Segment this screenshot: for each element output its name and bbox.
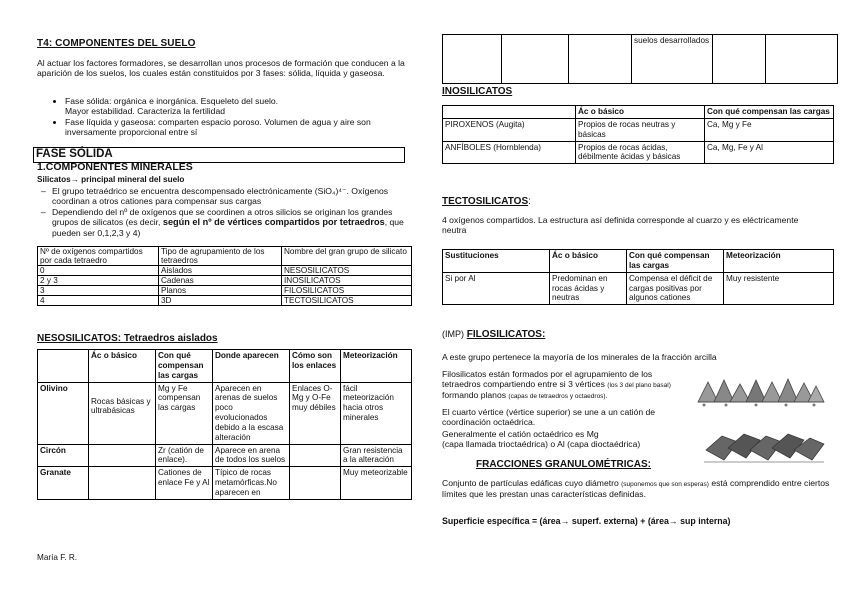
table-header-cell: Ác o básico — [89, 350, 156, 383]
section-heading-fase-solida: FASE SÓLIDA — [33, 147, 405, 163]
tecto-colon: : — [528, 196, 531, 207]
table-cell: Rocas básicas y ultrabásicas — [89, 382, 156, 444]
table-cell: Olivino — [38, 382, 89, 444]
table-header-cell — [38, 350, 89, 383]
table-row — [38, 382, 412, 444]
table-cell: Aparecen en arenas de suelos poco evolucionados debido a la escasa alteración — [213, 382, 290, 444]
table-cell: 0 — [38, 266, 159, 276]
bullet-solid: Fase sólida: orgánica e inorgánica. Esqueleto del suelo. — [65, 96, 279, 106]
table-header-cell: Nº de oxígenos compartidos por cada tetraedro — [38, 247, 159, 266]
table-cell: Planos — [159, 286, 282, 296]
subheading-componentes: 1.COMPONENTES MINERALES — [37, 161, 193, 173]
table-cell: FILOSILICATOS — [282, 286, 412, 296]
table-cell: PIROXENOS (Augita) — [443, 118, 576, 141]
table-cell: Granate — [38, 467, 89, 500]
table-cell: Típico de rocas metamórficas.No aparecen en — [213, 467, 290, 500]
table-cell: fácil meteorización hacia otros minerales — [341, 382, 412, 444]
table-cell: Muy meteorizable — [341, 467, 412, 500]
table-cell: Si por Al — [443, 272, 550, 305]
table-cell: TECTOSILICATOS — [282, 296, 412, 306]
table-row — [38, 296, 412, 306]
silicate-point-tail: , que pueden ser 0,1,2,3 y 4) — [52, 216, 404, 238]
silicate-point-text: El grupo tetraédrico se encuentra descompensado electrónicamente (SiO₄)⁴⁻. Oxígenos coordinan a otros cationes para compensar sus cargas — [52, 186, 389, 207]
inosilicates-table — [442, 105, 834, 164]
table-header-cell: Tipo de agrupamiento de los tetraedros — [159, 247, 282, 266]
table-cell — [569, 35, 632, 84]
table-cell: suelos desarrollados — [632, 35, 713, 84]
table-cell — [713, 35, 766, 84]
table-cell — [502, 35, 569, 84]
table-header-row — [443, 106, 834, 119]
table-cell: Cationes de enlace Fe y Al — [156, 467, 213, 500]
table-row — [38, 286, 412, 296]
page-title: T4: COMPONENTES DEL SUELO — [37, 38, 196, 49]
table-cell: Ca, Mg, Fe y Al — [705, 141, 834, 164]
table-cell — [443, 35, 502, 84]
table-cell — [89, 444, 156, 467]
tectosilicates-table — [442, 249, 834, 305]
table-row — [443, 118, 834, 141]
table-cell: 2 y 3 — [38, 276, 159, 286]
filo-paragraph-3: El cuarto vértice (vértice superior) se une a un catión de coordinación octaédrica. — [442, 407, 656, 428]
table-cell: Propios de rocas ácidas, débilmente ácidas y básicas — [576, 141, 705, 164]
table-cell — [290, 467, 341, 500]
filo-paragraph-5: (capa llamada trioctaédrica) o Al (capa dioctaédrica) — [442, 439, 641, 449]
table-header-cell: Con qué compensan las cargas — [705, 106, 834, 119]
table-cell: 4 — [38, 296, 159, 306]
filo-heading-row — [442, 329, 545, 341]
table-header-cell: Sustituciones — [443, 250, 550, 273]
table-row — [38, 276, 412, 286]
author: María F. R. — [37, 553, 78, 562]
phase-list — [51, 96, 417, 137]
fracciones-note: (suponemos que son esperas) — [621, 481, 709, 488]
table-header-cell: Ác o básico — [576, 106, 705, 119]
table-header-cell: Con qué compensan las cargas — [627, 250, 724, 273]
tecto-heading: TECTOSILICATOS — [442, 196, 529, 207]
phase-list-item — [65, 96, 417, 117]
tetrahedral-sheet-figure — [696, 376, 828, 408]
silicatos-label: Silicatos→ principal mineral del suelo — [37, 175, 185, 184]
filo-p2-note: (los 3 del plano basal) — [607, 382, 671, 390]
table-cell: Compensa el déficit de cargas positivas por algunos cationes — [627, 272, 724, 305]
table-cell: 3 — [38, 286, 159, 296]
table-header-row — [443, 250, 834, 273]
octahedra — [704, 434, 824, 462]
fracciones-heading: FRACCIONES GRANULOMÉTRICAS: — [476, 459, 651, 470]
filo-paragraph-2 — [442, 369, 692, 401]
table-cell: Mg y Fe compensan las cargas — [156, 382, 213, 444]
table-cell — [290, 444, 341, 467]
table-cell: 3D — [159, 296, 282, 306]
table-cell: Aislados — [159, 266, 282, 276]
ino-heading: INOSILICATOS — [442, 86, 513, 97]
table-header-row — [38, 247, 412, 266]
intro-paragraph: Al actuar los factores formadores, se desarrollan unos procesos de formación que conducen a la aparición de los suelos, los cuales están constituidos por 3 fases: sólida, líquida y gaseosa. — [37, 58, 405, 79]
table-header-cell: Meteorización — [724, 250, 834, 273]
filo-paragraph-4: Generalmente el catión octaédrico es Mg — [442, 429, 599, 439]
table-cell: Muy resistente — [724, 272, 834, 305]
bullet-solid-2: Mayor estabilidad. Caracteriza la fertilidad — [65, 106, 226, 117]
table-header-cell: Con qué compensan las cargas — [156, 350, 213, 383]
table-row — [38, 467, 412, 500]
table-cell: Ca, Mg y Fe — [705, 118, 834, 141]
nesosilicates-table — [37, 349, 412, 500]
silicate-points — [40, 186, 412, 238]
table-row — [443, 35, 838, 84]
table-header-cell: Cómo son los enlaces — [290, 350, 341, 383]
silicate-point-emphasis: según el nº de vértices compartidos por tetraedros — [162, 216, 385, 227]
table-cell: Zr (catión de enlace). — [156, 444, 213, 467]
table-cell: Cadenas — [159, 276, 282, 286]
neso-heading: NESOSILICATOS: Tetraedros aislados — [37, 333, 218, 344]
table-cell — [89, 467, 156, 500]
filo-prefix: (IMP) — [442, 329, 464, 339]
silicate-point — [52, 186, 412, 207]
tecto-heading-row — [442, 196, 531, 208]
octahedral-sheet-figure — [702, 430, 828, 466]
table-cell: INOSILICATOS — [282, 276, 412, 286]
superficie-formula: Superficie específica = (área→ superf. externa) + (área→ sup interna) — [442, 516, 731, 526]
fracciones-text: Conjunto de partículas edáficas cuyo diámetro — [442, 478, 622, 488]
table-header-cell: Donde aparecen — [213, 350, 290, 383]
phase-list-item — [65, 117, 417, 138]
table-row — [443, 272, 834, 305]
continued-table — [442, 34, 838, 84]
table-cell: Aparece en arena de todos los suelos — [213, 444, 290, 467]
fracciones-text-2: está comprendido entre ciertos límites que les prestan unas características definidas. — [442, 478, 830, 499]
table-header-cell: Ác o básico — [550, 250, 627, 273]
filo-p2-note-2: (capas de tetraedros y octaedros). — [508, 393, 608, 401]
silicate-groups-table — [37, 246, 412, 306]
table-row — [443, 141, 834, 164]
table-cell: NESOSILICATOS — [282, 266, 412, 276]
filo-paragraph-1: A este grupo pertenece la mayoría de los minerales de la fracción arcilla — [442, 352, 717, 362]
filo-p2-text: Filosilicatos están formados por el agrupamiento de los tetraedros compartiendo entre si 3 vértices — [442, 369, 653, 390]
tecto-paragraph: 4 oxígenos compartidos. La estructura así definida corresponde al cuarzo y es eléctricamente neutra — [442, 215, 799, 236]
fracciones-paragraph — [442, 478, 838, 499]
table-cell: ANFÍBOLES (Hornblenda) — [443, 141, 576, 164]
table-row — [38, 444, 412, 467]
table-header-row — [38, 350, 412, 383]
table-row — [38, 266, 412, 276]
table-cell: Gran resistencia a la alteración — [341, 444, 412, 467]
table-cell — [766, 35, 838, 84]
table-cell: Propios de rocas neutras y básicas — [576, 118, 705, 141]
table-cell: Circón — [38, 444, 89, 467]
silicate-point-text: Dependiendo del nº de oxígenos que se coordinen a otros silicios se originan los grandes grupos de silicatos (es decir, — [52, 206, 393, 227]
table-header-cell — [443, 106, 576, 119]
filo-heading: FILOSILICATOS: — [466, 329, 546, 340]
filo-p2-text-2: formando planos — [442, 390, 509, 401]
table-header-cell: Nombre del gran grupo de silicato — [282, 247, 412, 266]
table-cell: Enlaces O-Mg y O-Fe muy débiles — [290, 382, 341, 444]
tetrahedra — [698, 379, 824, 406]
bullet-liquid: Fase líquida y gaseosa: comparten espacio poroso. Volumen de agua y aire son inversamente proporcional entre sí — [65, 116, 371, 137]
table-header-cell: Meteorización — [341, 350, 412, 383]
silicate-point — [52, 207, 412, 239]
table-cell: Predominan en rocas ácidas y neutras — [550, 272, 627, 305]
